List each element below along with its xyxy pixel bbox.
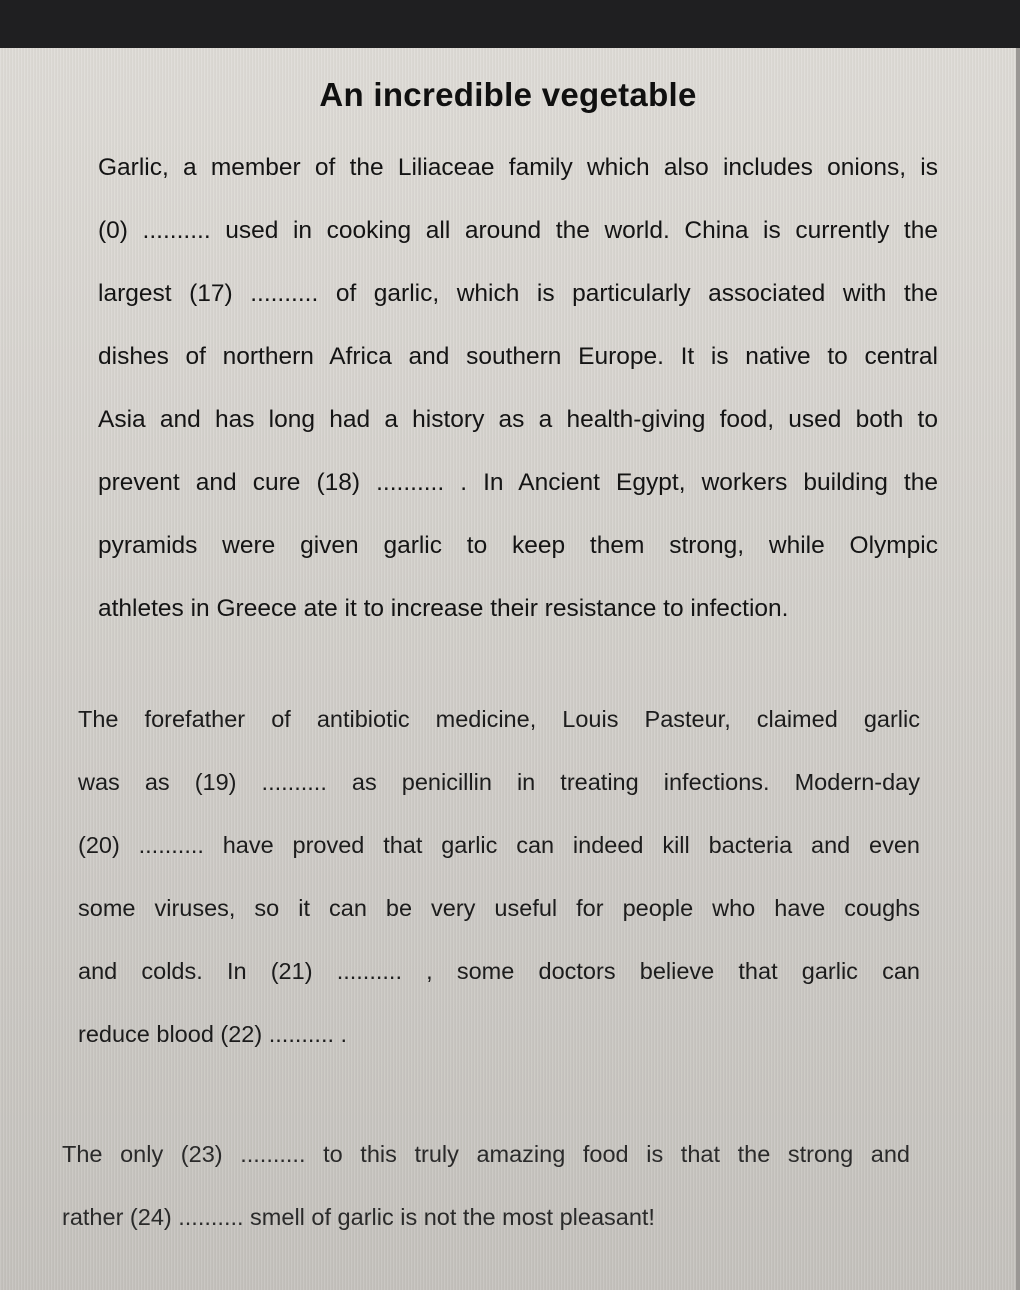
- text-line: (20) .......... have proved that garlic can indeed kill bacteria and even: [78, 832, 920, 858]
- text-line: some viruses, so it can be very useful for people who have coughs: [78, 895, 920, 921]
- text-line: Garlic, a member of the Liliaceae family which also includes onions, is: [98, 154, 938, 181]
- paragraph-2: [78, 688, 920, 1066]
- paragraph-1: [98, 136, 938, 640]
- top-dark-band: [0, 0, 1020, 48]
- text-line: (0) .......... used in cooking all around the world. China is currently the: [98, 217, 938, 244]
- text-line: reduce blood (22) .......... .: [78, 1021, 348, 1047]
- page-edge: [1016, 48, 1020, 1290]
- worksheet-page: [0, 48, 1016, 1290]
- text-line: prevent and cure (18) .......... . In Ancient Egypt, workers building the: [98, 469, 938, 496]
- text-line: Asia and has long had a history as a health-giving food, used both to: [98, 406, 938, 433]
- text-line: and colds. In (21) .......... , some doctors believe that garlic can: [78, 958, 920, 984]
- text-line: dishes of northern Africa and southern Europe. It is native to central: [98, 343, 938, 370]
- document-title: An incredible vegetable: [319, 76, 697, 113]
- text-line: was as (19) .......... as penicillin in treating infections. Modern-day: [78, 769, 920, 795]
- text-line: largest (17) .......... of garlic, which is particularly associated with the: [98, 280, 938, 307]
- text-line: rather (24) .......... smell of garlic is not the most pleasant!: [62, 1204, 655, 1230]
- text-line: The only (23) .......... to this truly amazing food is that the strong and: [62, 1141, 910, 1167]
- text-line: The forefather of antibiotic medicine, Louis Pasteur, claimed garlic: [78, 706, 920, 732]
- paragraph-3: [62, 1123, 910, 1249]
- text-line: athletes in Greece ate it to increase their resistance to infection.: [98, 595, 789, 622]
- text-line: pyramids were given garlic to keep them strong, while Olympic: [98, 532, 938, 559]
